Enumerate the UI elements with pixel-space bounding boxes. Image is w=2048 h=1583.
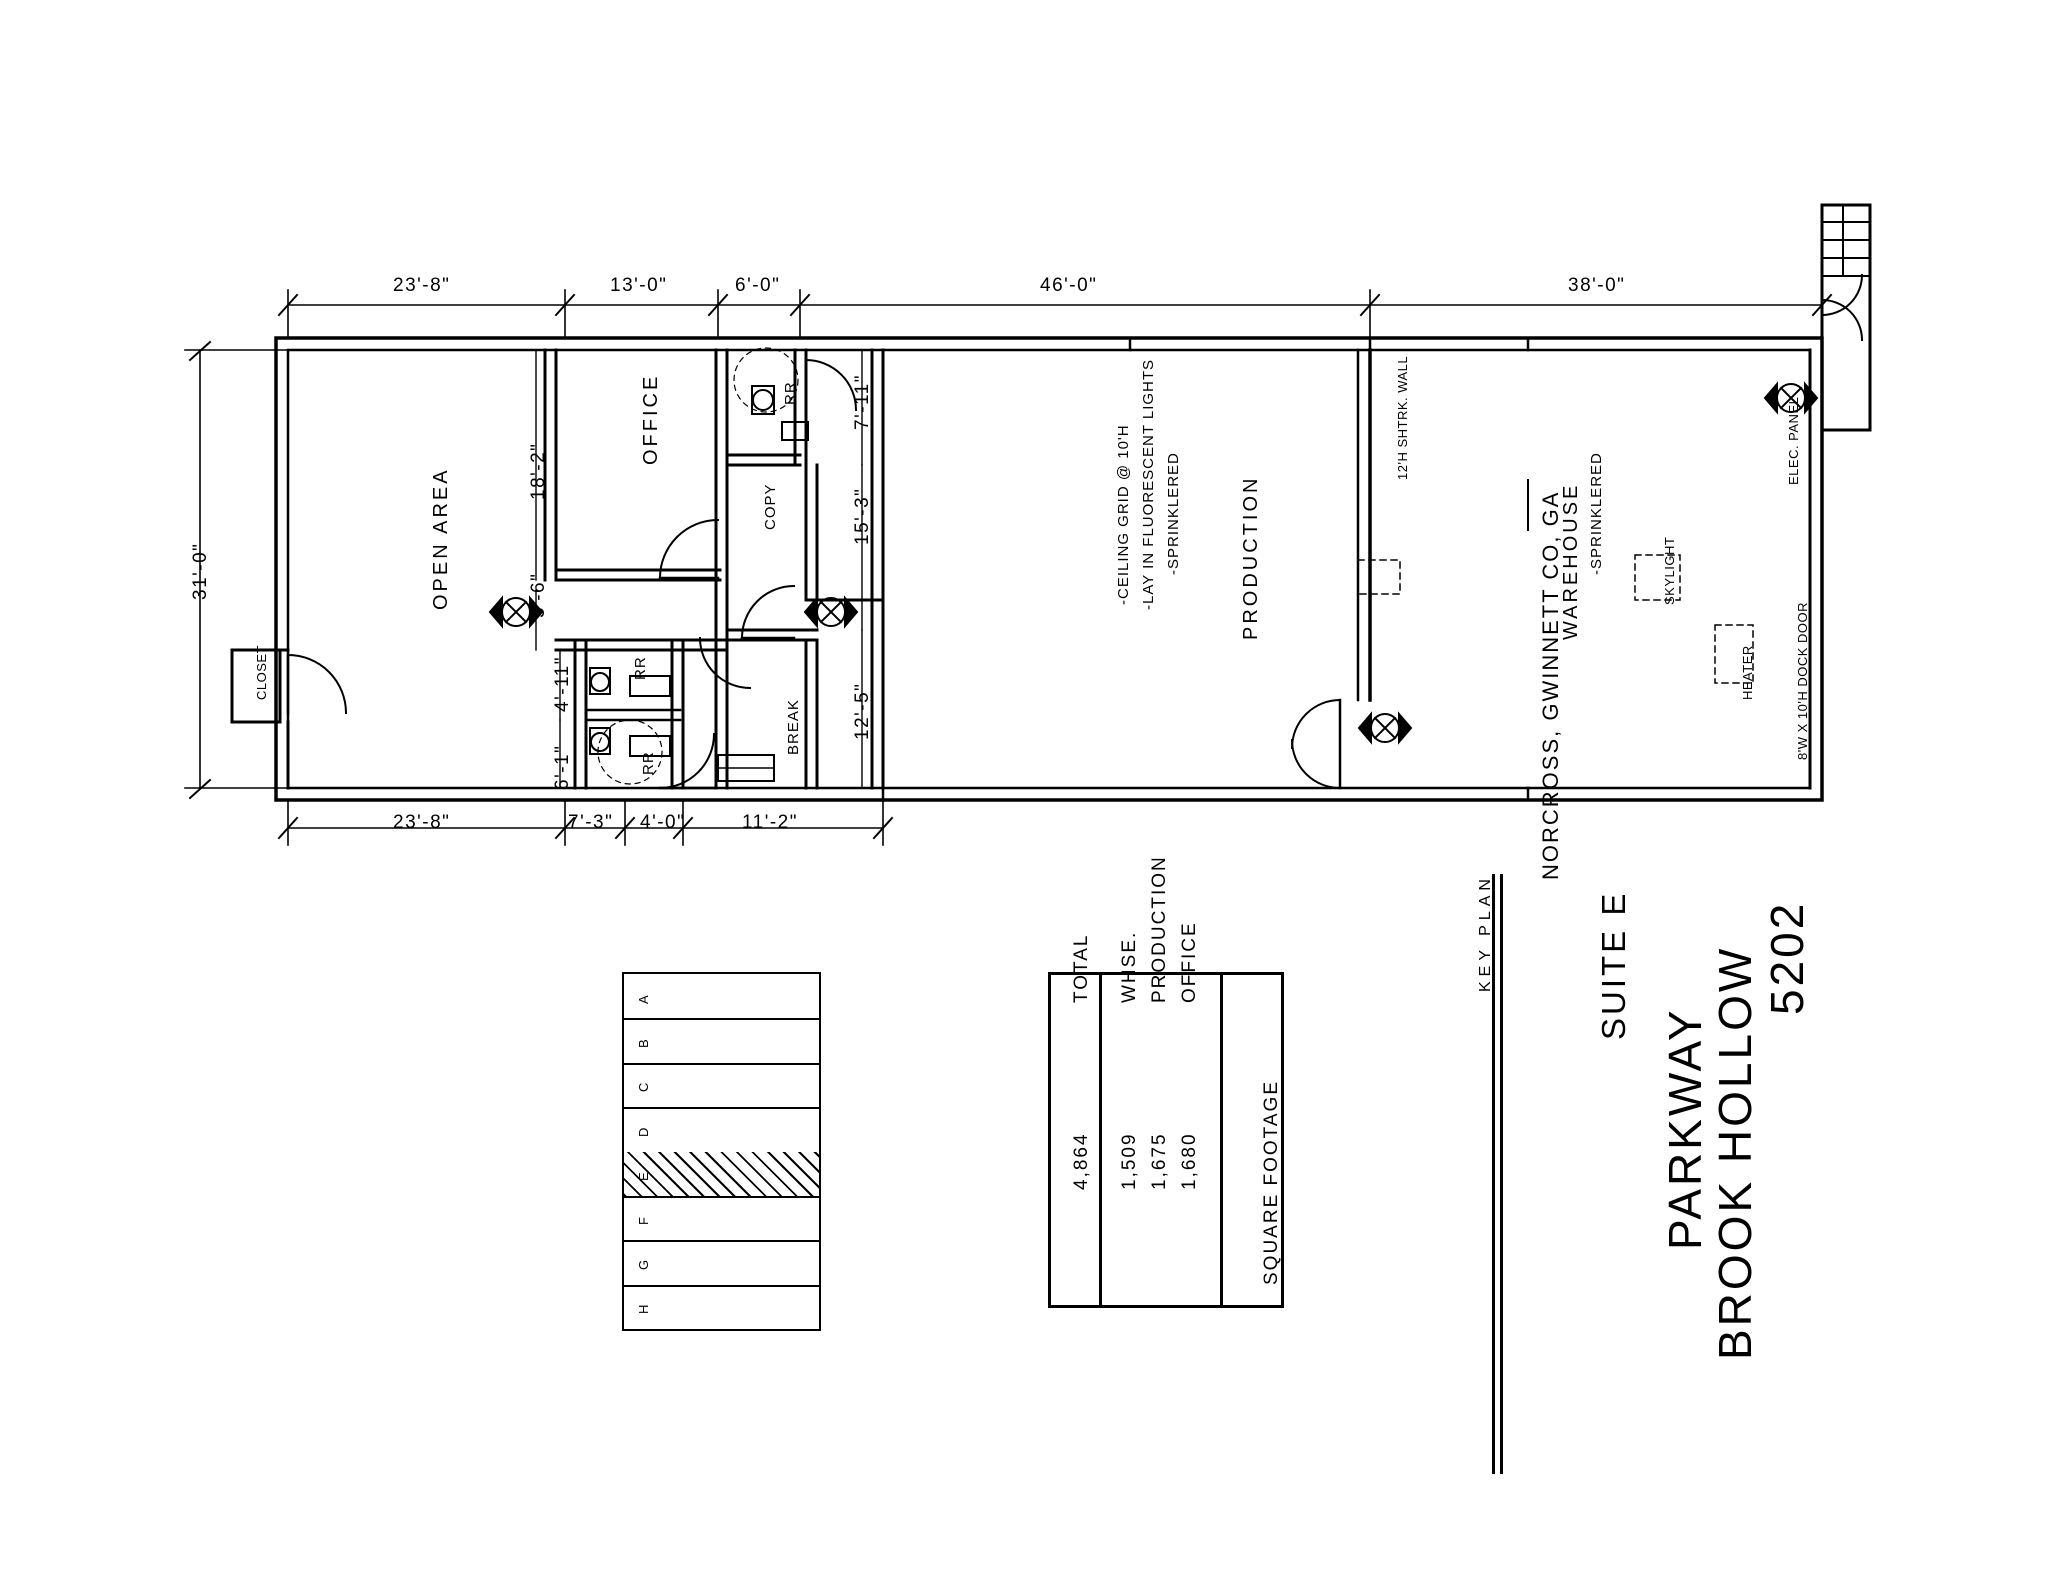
key-plan-label-a: A xyxy=(636,994,651,1004)
annotation-heater: HEATER xyxy=(1740,645,1755,700)
sf-row-label-0: OFFICE xyxy=(1179,921,1200,1003)
key-plan-unit[interactable] xyxy=(624,1196,819,1242)
annotation-dock-door: 8'W X 10'H DOCK DOOR xyxy=(1795,602,1810,760)
title-suite: SUITE E xyxy=(1595,890,1632,1040)
key-plan-label-c: C xyxy=(636,1081,651,1092)
key-plan-label-g: G xyxy=(636,1258,651,1270)
room-label-production: PRODUCTION xyxy=(1240,475,1262,640)
room-label-rr-1: RR xyxy=(782,381,799,405)
title-rule-2 xyxy=(1500,874,1503,1474)
dimension-left-overall: 31'-0" xyxy=(190,542,211,600)
sf-heading-cell xyxy=(1220,975,1281,1305)
dimension-bottom-4: 11'-2" xyxy=(742,812,798,833)
room-label-rr-2: RR xyxy=(632,656,649,680)
key-plan-grid xyxy=(622,972,821,1331)
room-label-closet: CLOSET xyxy=(254,644,269,700)
annotation-ceiling-grid: -CEILING GRID @ 10'H xyxy=(1115,424,1132,605)
title-location: NORCROSS, GWINNETT CO, GA xyxy=(1538,490,1563,880)
title-number: 5202 xyxy=(1761,900,1813,1015)
dimension-office-height: 18'-2" xyxy=(528,442,549,500)
annotation-elec-panel: ELEC. PANEL xyxy=(1786,396,1801,485)
key-plan-title: KEY PLAN xyxy=(1477,874,1494,992)
dimension-bottom-2: 7'-3" xyxy=(568,812,614,833)
key-plan-label-e: E xyxy=(636,1171,651,1181)
room-label-office: OFFICE xyxy=(640,373,662,465)
dimension-bottom-3: 4'-0" xyxy=(640,812,686,833)
dimension-top-2: 13'-0" xyxy=(610,275,668,296)
key-plan-label-b: B xyxy=(636,1038,651,1048)
dimension-7-11: 7'-11" xyxy=(852,374,873,430)
annotation-shtrk-wall: 12'H SHTRK. WALL xyxy=(1395,355,1410,480)
square-footage-table xyxy=(1048,855,1284,1308)
key-plan-label-h: H xyxy=(636,1303,651,1314)
key-plan-unit[interactable] xyxy=(624,1018,819,1064)
sf-row-value-2: 1,509 xyxy=(1119,1132,1140,1190)
sf-row-value-3: 4,864 xyxy=(1071,1132,1092,1190)
dimension-12-5: 12'-5" xyxy=(852,682,873,740)
dimension-rr-4-11: 4'-11" xyxy=(552,656,573,712)
dimension-top-1: 23'-8" xyxy=(393,275,451,296)
sf-row-label-3: TOTAL xyxy=(1071,933,1092,1003)
dimension-rr-6-1: 6'-1" xyxy=(552,744,573,790)
room-label-warehouse: WAREHOUSE xyxy=(1560,482,1582,640)
dimension-15-3: 15'-3" xyxy=(852,487,873,545)
dimension-top-3: 6'-0" xyxy=(735,275,781,296)
annotation-sprinklered-production: -SPRINKLERED xyxy=(1165,452,1182,575)
sf-row-label-1: PRODUCTION xyxy=(1149,855,1170,1003)
key-plan-unit[interactable] xyxy=(624,974,819,1020)
sf-row-value-1: 1,675 xyxy=(1149,1132,1170,1190)
key-plan-unit[interactable] xyxy=(624,1063,819,1109)
dimension-top-4: 46'-0" xyxy=(1040,275,1098,296)
key-plan-label-d: D xyxy=(636,1126,651,1137)
room-label-copy: COPY xyxy=(762,483,779,530)
dimension-bottom-1: 23'-8" xyxy=(393,812,451,833)
key-plan-unit[interactable] xyxy=(624,1285,819,1329)
sf-row-label-2: WHSE. xyxy=(1119,930,1140,1003)
title-street: BROOK HOLLOW xyxy=(1709,945,1761,1360)
dimension-top-5: 38'-0" xyxy=(1568,275,1626,296)
room-label-open-area: OPEN AREA xyxy=(430,467,452,610)
room-label-break: BREAK xyxy=(785,699,802,755)
annotation-lay-in-lights: -LAY IN FLUORESCENT LIGHTS xyxy=(1140,358,1157,610)
sf-heading: SQUARE FOOTAGE xyxy=(1261,1079,1282,1285)
title-street2: PARKWAY xyxy=(1659,1007,1711,1250)
dimension-corridor-5-6: 5'-6" xyxy=(528,572,549,618)
key-plan-unit-highlighted[interactable] xyxy=(624,1152,819,1198)
annotation-skylight: SKYLIGHT xyxy=(1662,536,1677,605)
annotation-sprinklered-warehouse: -SPRINKLERED xyxy=(1588,452,1605,575)
key-plan-unit[interactable] xyxy=(624,1240,819,1286)
key-plan-unit[interactable] xyxy=(624,1107,819,1153)
sf-row-value-0: 1,680 xyxy=(1179,1132,1200,1190)
room-label-rr-3: RR xyxy=(640,751,657,775)
sf-total-divider xyxy=(1051,975,1102,1305)
key-plan-label-f: F xyxy=(636,1216,651,1225)
